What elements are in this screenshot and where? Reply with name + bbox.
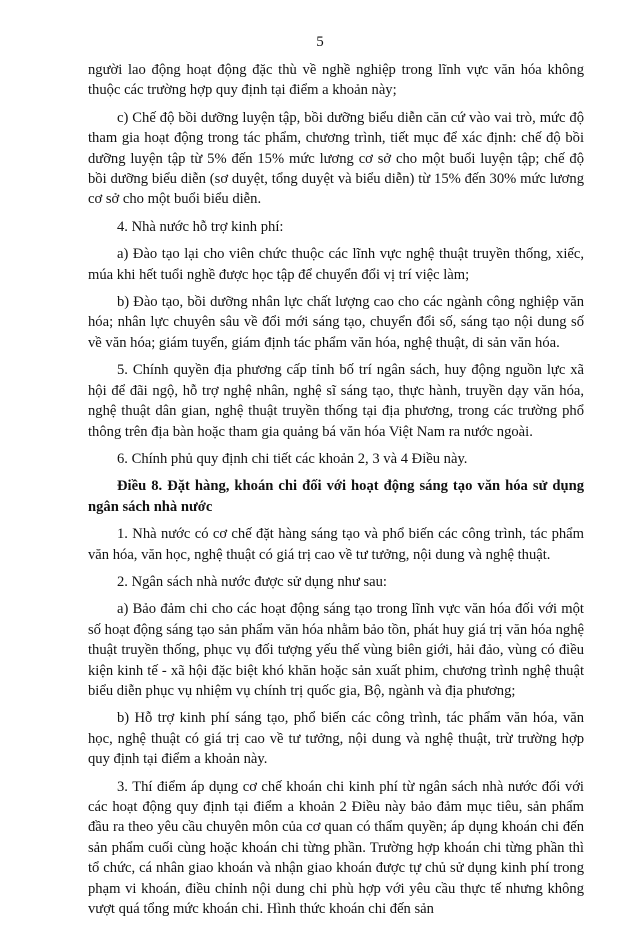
paragraph-clause-4a: a) Đào tạo lại cho viên chức thuộc các lĩnh vực nghệ thuật truyền thống, xiếc, múa khi hết tuổi nghề được học tập để chuyển đổi vị trí việc làm;: [88, 246, 584, 283]
paragraph-clause-6: 6. Chính phủ quy định chi tiết các khoản 2, 3 và 4 Điều này.: [117, 450, 468, 467]
paragraph-article-8-clause-1: 1. Nhà nước có cơ chế đặt hàng sáng tạo và phổ biến các công trình, tác phẩm văn hóa, văn học, nghệ thuật có giá trị cao về tư tưởng, nội dung và nghệ thuật.: [88, 526, 584, 563]
paragraph-clause-4b: b) Đào tạo, bồi dưỡng nhân lực chất lượng cao cho các ngành công nghiệp văn hóa; nhân lực chuyên sâu về đổi mới sáng tạo, chuyển đổi số, sáng tạo nội dung số về văn hóa; giám tuyển, giám định tác phẩm văn hóa, nghệ thuật, di sản văn hóa.: [88, 294, 584, 351]
paragraph-article-8-clause-2b: b) Hỗ trợ kinh phí sáng tạo, phổ biến các công trình, tác phẩm văn hóa, văn học, nghệ thuật có giá trị cao về tư tưởng, nội dung và nghệ thuật, trừ trường hợp quy định tại điểm a khoản này.: [88, 710, 584, 768]
paragraph-article-8-clause-3: 3. Thí điểm áp dụng cơ chế khoán chi kinh phí từ ngân sách nhà nước đối với các hoạt động quy định tại điểm a khoản 2 Điều này bảo đảm mục tiêu, sản phẩm đầu ra theo yêu cầu chuyên môn của cơ quan có thẩm quyền; áp dụng khoán chi đến sản phẩm cuối cùng hoặc khoán chi từng phần. Trường hợp khoán chi từng phần thì tổ chức, cá nhân giao khoán và nhận giao khoán được tự chủ sử dụng kinh phí trong phạm vi khoán, điều chỉnh nội dung chi phù hợp với yêu cầu thực tế nhưng không vượt quá tổng mức khoán chi. Hình thức khoán chi đến sản: [88, 778, 584, 918]
article-8-heading: Điều 8. Đặt hàng, khoán chi đối với hoạt động sáng tạo văn hóa sử dụng ngân sách nhà nước: [88, 478, 584, 515]
paragraph-article-8-clause-2a: a) Bảo đảm chi cho các hoạt động sáng tạo trong lĩnh vực văn hóa đối với một số hoạt động sáng tạo sản phẩm văn hóa nhằm bảo tồn, phát huy giá trị văn hóa nghệ thuật truyền thống, phục vụ đối tượng yếu thế vùng biên giới, hải đảo, vùng có điều kiện kinh tế - xã hội đặc biệt khó khăn hoặc sản xuất phim, chương trình nghệ thuật biểu diễn phục vụ nhiệm vụ chính trị quốc gia, Bộ, ngành và địa phương;: [88, 601, 584, 699]
paragraph-article-8-clause-2: 2. Ngân sách nhà nước được sử dụng như sau:: [117, 573, 387, 590]
document-body: [88, 60, 584, 926]
paragraph-continuation: người lao động hoạt động đặc thù về nghề nghiệp trong lĩnh vực văn hóa không thuộc các trường hợp quy định tại điểm a khoản này;: [88, 62, 584, 99]
page-number: 5: [316, 34, 324, 50]
paragraph-clause-4: 4. Nhà nước hỗ trợ kinh phí:: [117, 218, 284, 235]
paragraph-clause-c-allowance: c) Chế độ bồi dưỡng luyện tập, bồi dưỡng biểu diễn căn cứ vào vai trò, mức độ tham gia hoạt động trong tác phẩm, chương trình, tiết mục để xác định: chế độ bồi dưỡng luyện tập từ 5% đến 15% mức lương cơ sở cho một buổi luyện tập; chế độ bồi dưỡng biểu diễn (sơ duyệt, tổng duyệt và biểu diễn) từ 15% đến 30% mức lương cơ sở cho một buổi biểu diễn.: [88, 109, 584, 208]
paragraph-clause-5: 5. Chính quyền địa phương cấp tỉnh bố trí ngân sách, huy động nguồn lực xã hội để đãi ngộ, hỗ trợ nghệ nhân, nghệ sĩ sáng tạo, thực hành, truyền dạy văn hóa, nghệ thuật dân gian, nghệ thuật truyền thống tại địa phương, trong các trường phổ thông trên địa bàn hoặc tham gia quảng bá văn hóa Việt Nam ra nước ngoài.: [88, 362, 584, 440]
